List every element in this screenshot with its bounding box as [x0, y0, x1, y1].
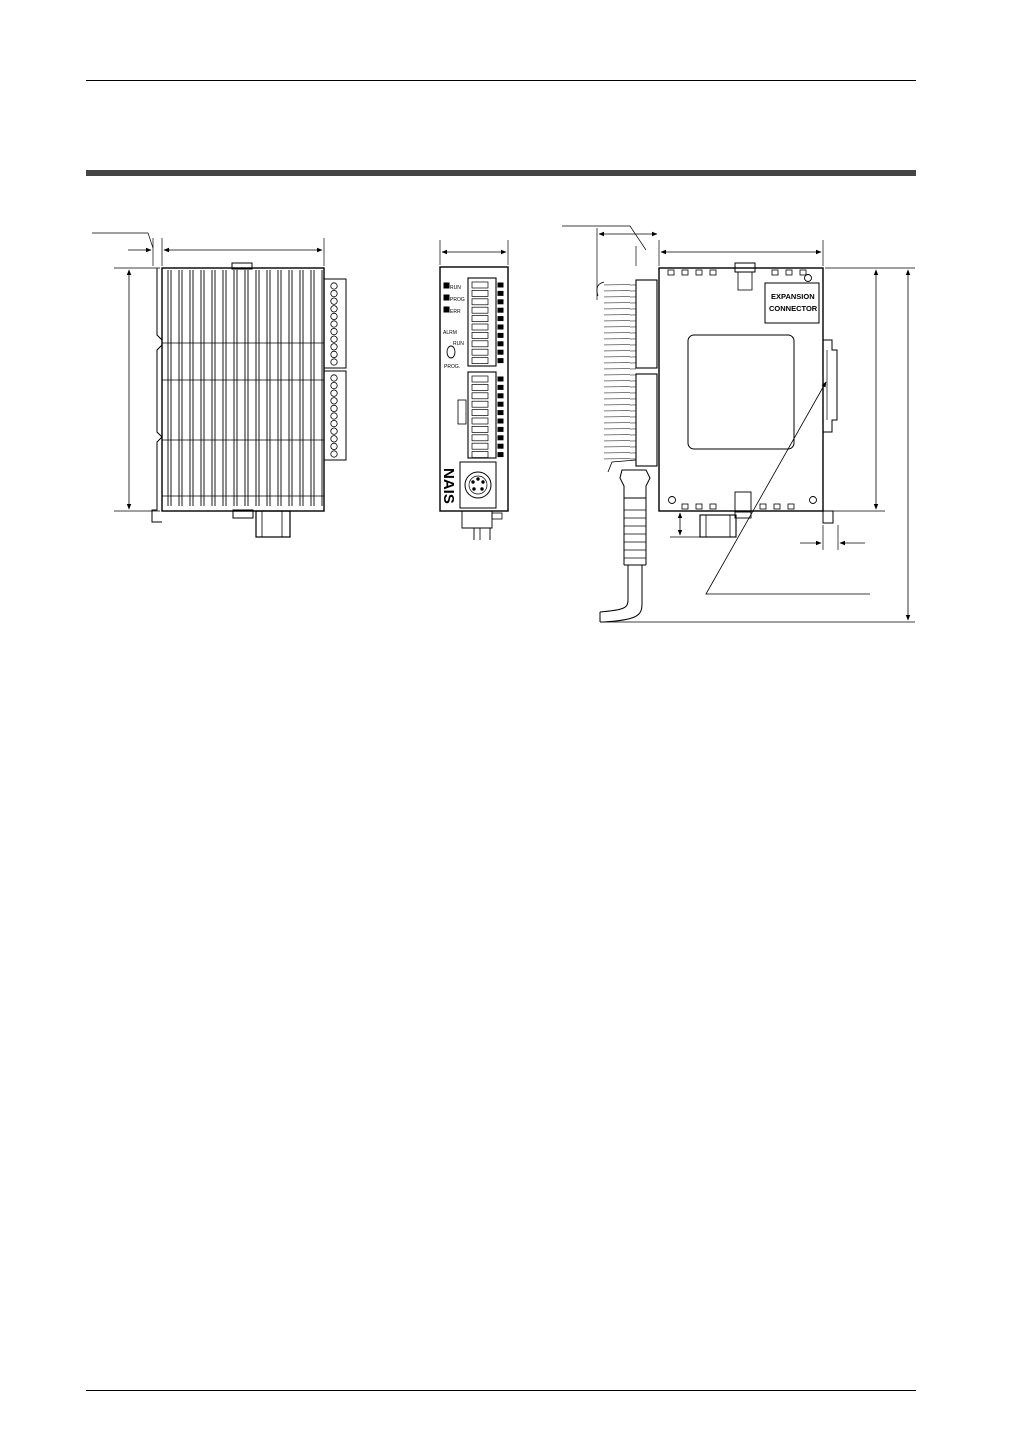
terminal-slot [472, 452, 488, 458]
terminal-screw [331, 283, 337, 289]
terminal-slot [472, 324, 488, 330]
led-label-run: RUN [450, 285, 461, 291]
vent-slot [682, 270, 688, 275]
terminal-slot [472, 435, 488, 441]
terminal-screw [331, 451, 337, 457]
terminal-screw [331, 298, 337, 304]
terminal-indicator [498, 411, 503, 415]
terminal-indicator [498, 402, 503, 406]
terminal-indicator [498, 317, 503, 321]
terminal-slot [472, 426, 488, 432]
terminal-screw [331, 413, 337, 419]
terminal-screw [331, 375, 337, 381]
terminal-indicator [498, 350, 503, 354]
vent-slot [774, 504, 780, 509]
terminal-screw [331, 420, 337, 426]
expansion-label-line1: EXPANSION [771, 292, 815, 301]
terminal-screw [331, 405, 337, 411]
terminal-indicator [498, 308, 503, 312]
terminal-screw [331, 351, 337, 357]
terminal-slot [472, 341, 488, 347]
terminal-indicator [498, 453, 503, 457]
terminal-slot [472, 376, 488, 382]
terminal-screw [331, 313, 337, 319]
vent-slot [800, 270, 806, 275]
terminal-indicator [498, 325, 503, 329]
terminal-slot [472, 443, 488, 449]
led-label-alarm: ALRM [443, 330, 457, 336]
terminal-slot [472, 358, 488, 364]
expansion-label-line2: CONNECTOR [769, 304, 818, 313]
terminal-slot [472, 299, 488, 305]
rear-view [562, 226, 915, 622]
mode-label-run: RUN [453, 341, 464, 347]
terminal-slot [472, 316, 488, 322]
terminal-indicator [498, 333, 503, 337]
vent-slot [772, 270, 778, 275]
terminal-slot [472, 401, 488, 407]
terminal-slot [472, 282, 488, 288]
terminal-slot [472, 332, 488, 338]
terminal-slot [472, 384, 488, 390]
vent-slot [682, 504, 688, 509]
terminal-slot [472, 349, 488, 355]
terminal-screw [331, 436, 337, 442]
vent-slot [696, 504, 702, 509]
led-label-prog: PROG [450, 297, 465, 303]
terminal-screw [331, 344, 337, 350]
side-view [92, 233, 346, 537]
front-view-labels [440, 285, 465, 504]
terminal-screw [331, 382, 337, 388]
vent-slot [668, 270, 674, 275]
terminal-slot [472, 307, 488, 313]
terminal-screw [331, 359, 337, 365]
terminal-screw [331, 321, 337, 327]
terminal-indicator [498, 283, 503, 287]
vent-slot [760, 504, 766, 509]
terminal-screw [331, 336, 337, 342]
vent-slot [696, 270, 702, 275]
terminal-indicator [498, 342, 503, 346]
terminal-indicator [498, 359, 503, 363]
terminal-indicator [498, 291, 503, 295]
vent-slot [710, 504, 716, 509]
terminal-slot [472, 290, 488, 296]
terminal-slot [472, 410, 488, 416]
terminal-slot [472, 393, 488, 399]
mode-label-prog: PROG. [444, 364, 461, 370]
terminal-indicator [498, 300, 503, 304]
terminal-indicator [498, 419, 503, 423]
brand-logo: NAIS [440, 468, 457, 504]
terminal-indicator [498, 394, 503, 398]
terminal-indicator [498, 377, 503, 381]
terminal-screw [331, 328, 337, 334]
expansion-connector-label [769, 292, 818, 313]
vent-slot [788, 504, 794, 509]
terminal-indicator [498, 427, 503, 431]
terminal-screw [331, 390, 337, 396]
terminal-screw [331, 306, 337, 312]
led-label-err: ERR [450, 309, 461, 315]
terminal-indicator [498, 444, 503, 448]
terminal-indicator [498, 385, 503, 389]
terminal-slot [472, 418, 488, 424]
terminal-screw [331, 398, 337, 404]
terminal-indicator [498, 436, 503, 440]
vent-slot [710, 270, 716, 275]
vent-slot [786, 270, 792, 275]
terminal-screw [331, 428, 337, 434]
terminal-screw [331, 443, 337, 449]
terminal-screw [331, 290, 337, 296]
